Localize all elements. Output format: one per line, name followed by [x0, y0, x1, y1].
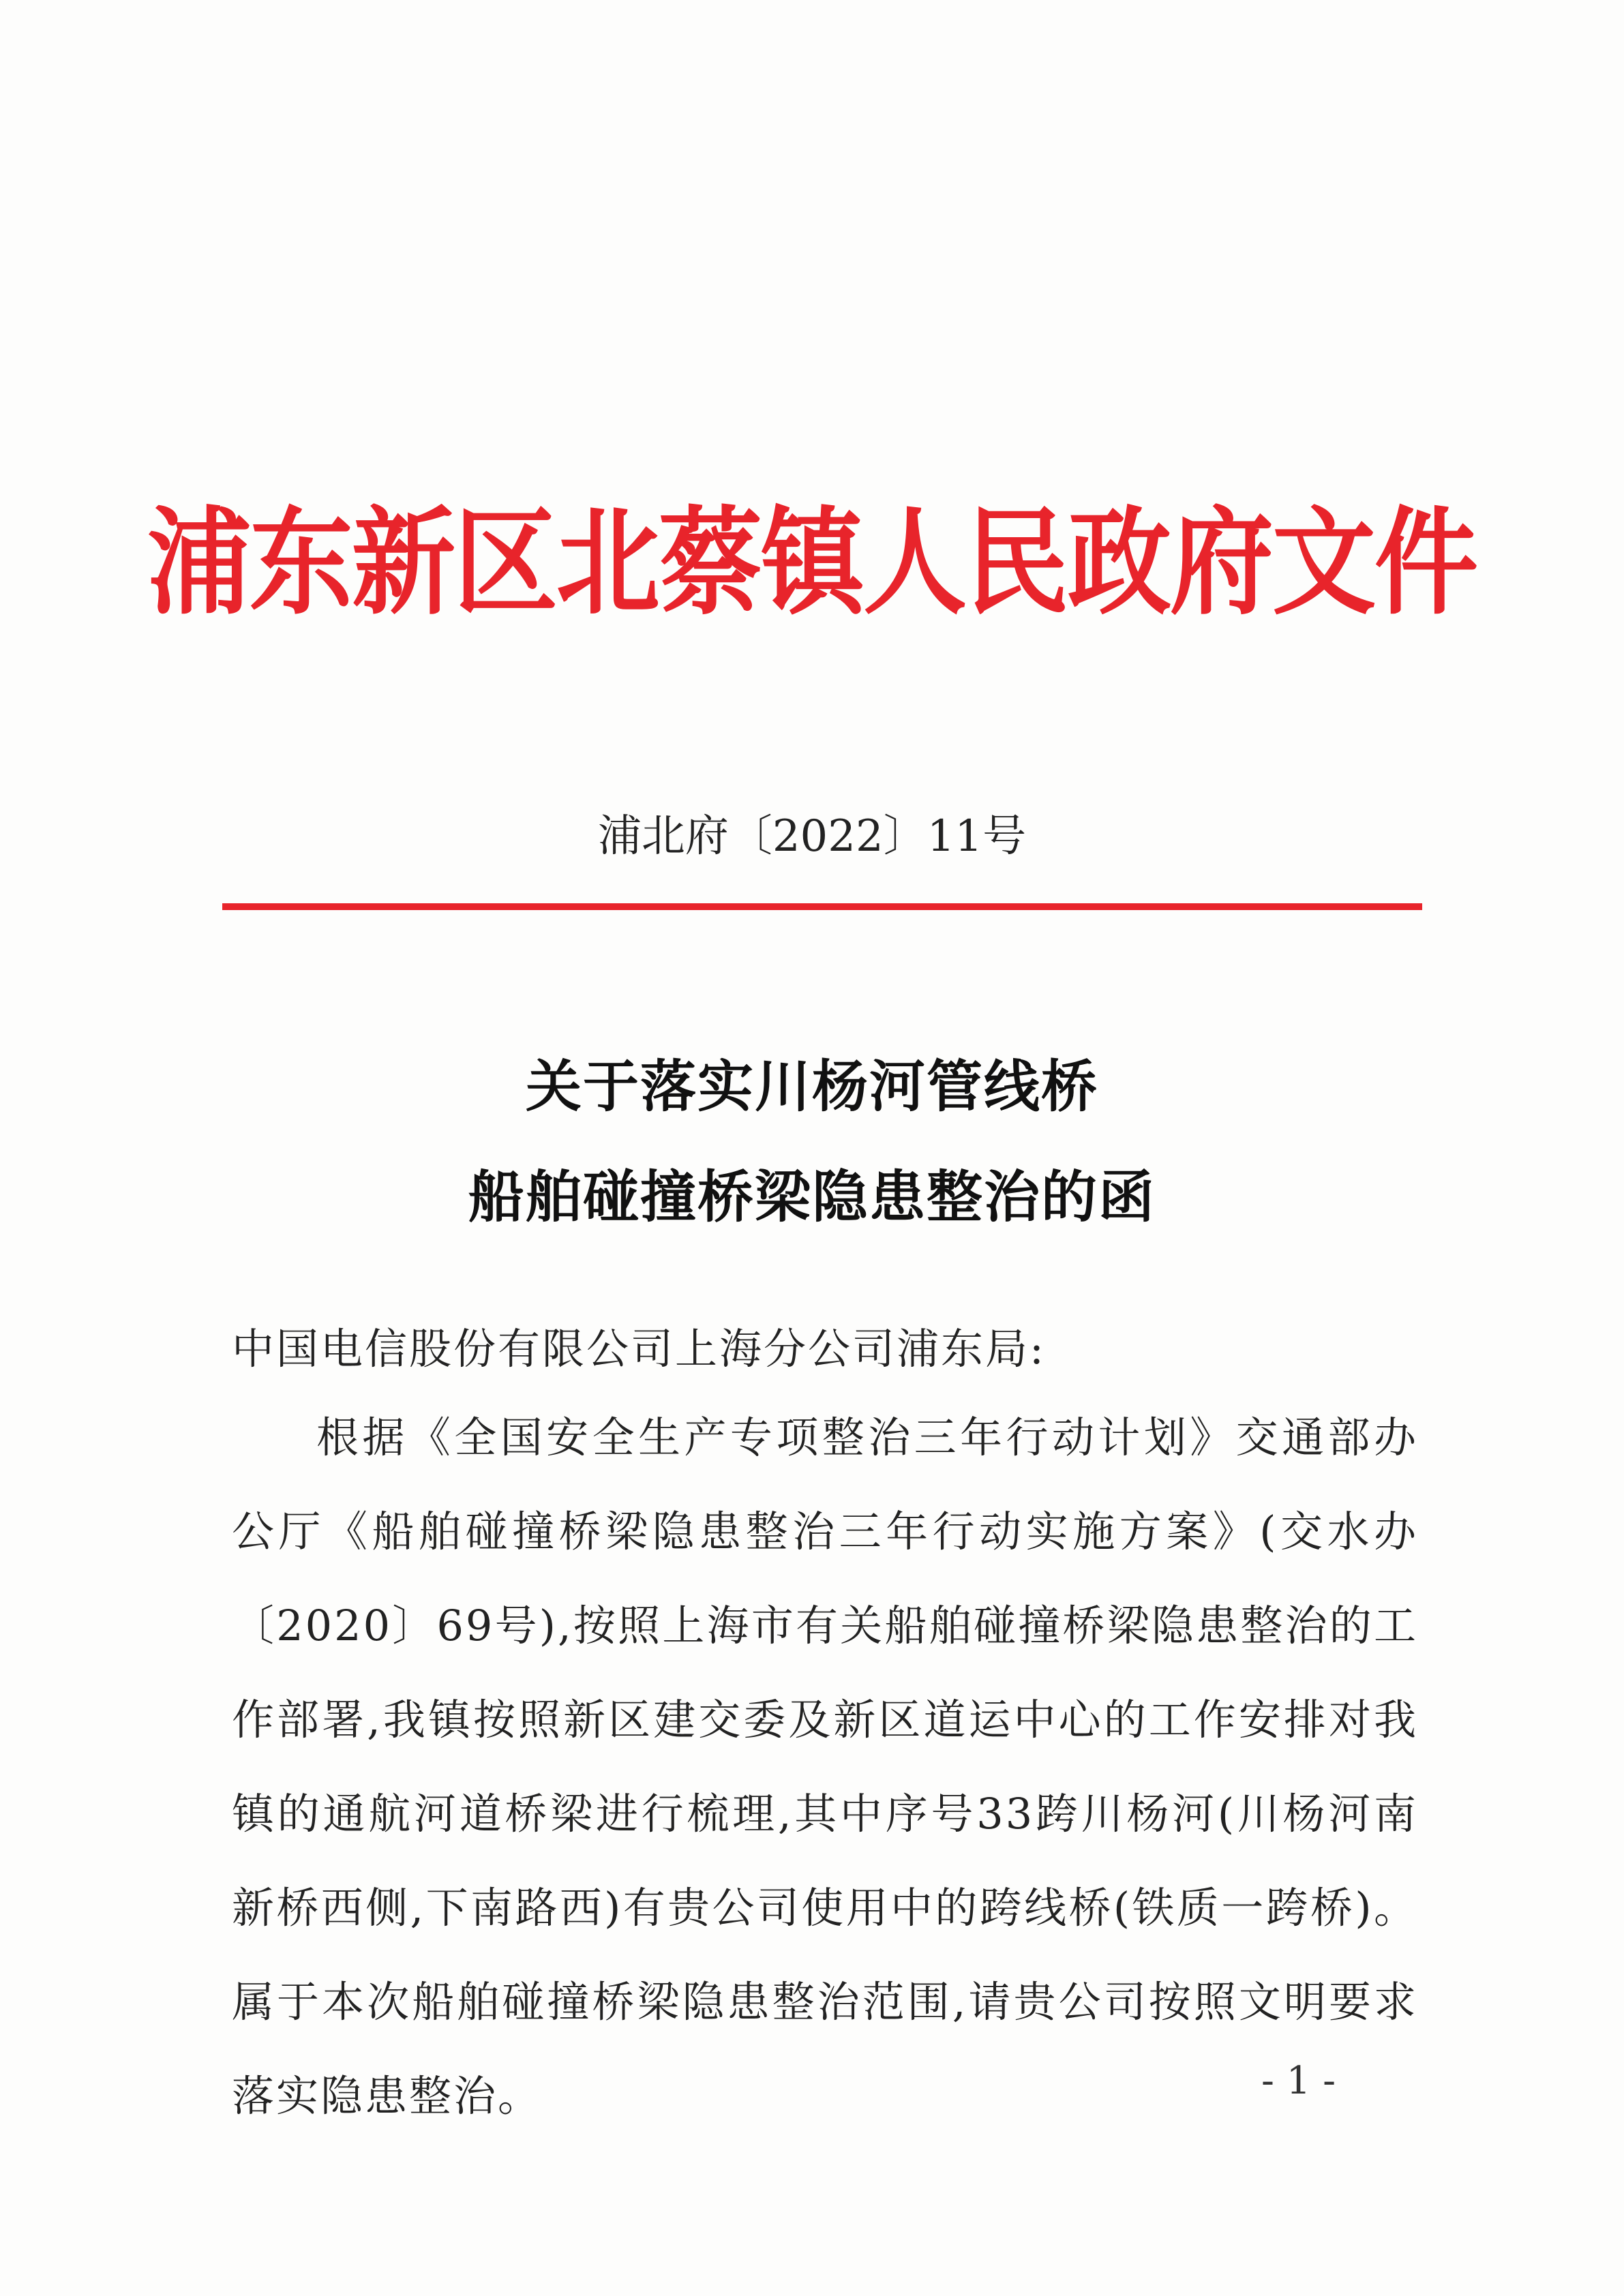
document-title-line-2: 船舶碰撞桥梁隐患整治的函: [468, 1164, 1156, 1230]
document-number: 浦北府〔2022〕11号: [597, 811, 1027, 862]
red-divider-line: [222, 903, 1422, 910]
body-paragraph: 根据《全国安全生产专项整治三年行动计划》交通部办公厅《船舶碰撞桥梁隐患整治三年行动实施方案》(交水办〔2020〕69号),按照上海市有关船舶碰撞桥梁隐患整治的工作部署,我镇按照新区建交委及新区道运中心的工作安排对我镇的通航河道桥梁进行梳理,其中序号33跨川杨河(川杨河南新桥西侧,下南路西)有贵公司使用中的跨线桥(铁质一跨桥)。属于本次船舶碰撞桥梁隐患整治范围,请贵公司按照文明要求落实隐患整治。: [232, 1413, 1418, 2121]
letterhead-title: 浦东新区北蔡镇人民政府文件: [147, 494, 1477, 631]
page-number: - 1 -: [1261, 2059, 1336, 2103]
addressee: 中国电信股份有限公司上海分公司浦东局:: [232, 1324, 1046, 1374]
document-title-line-1: 关于落实川杨河管线桥: [525, 1054, 1098, 1119]
